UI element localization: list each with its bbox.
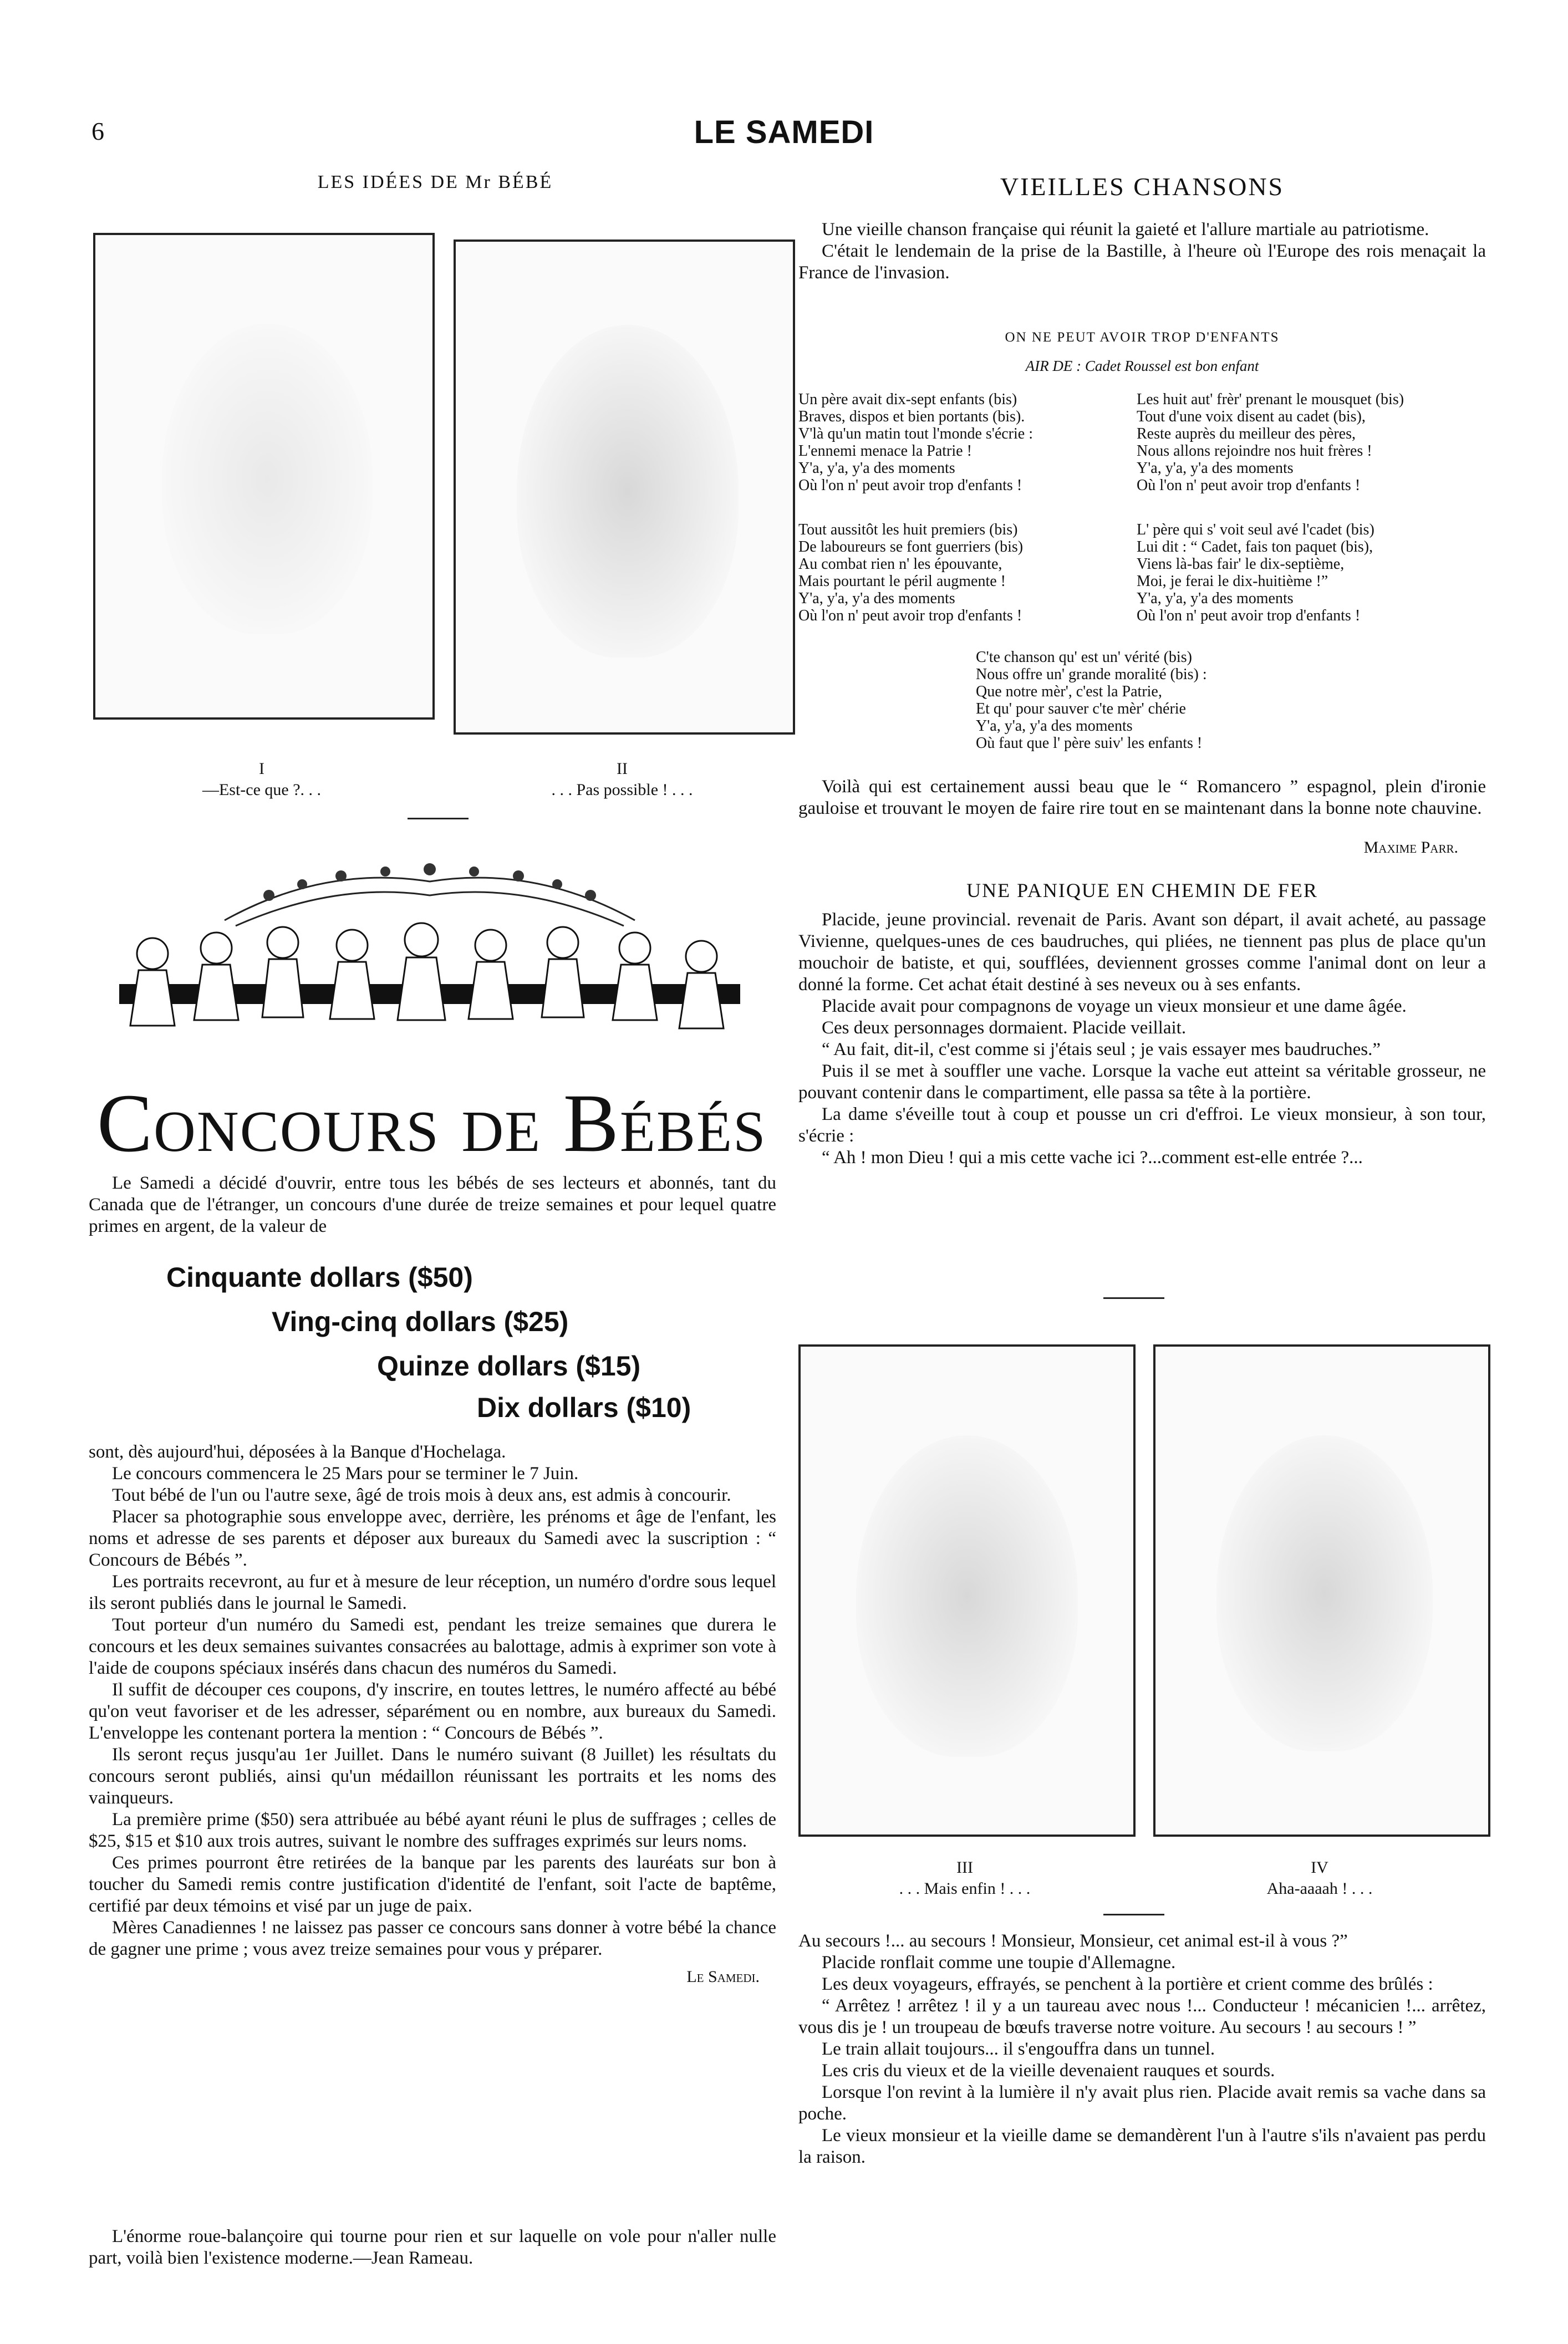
- verse-line: Y'a, y'a, y'a des moments: [798, 590, 955, 607]
- comic-panel-2: [454, 240, 795, 735]
- song-air: AIR DE : Cadet Roussel est bon enfant: [1025, 358, 1259, 374]
- panique-continuation: [798, 1930, 1486, 2168]
- panique-body: [798, 909, 1486, 1169]
- chansons-intro-1: Une vieille chanson française qui réunit la gaieté et l'allure martiale au patriotisme.: [822, 220, 1429, 240]
- panel-number: IV: [1311, 1858, 1328, 1877]
- divider: [1103, 1914, 1164, 1915]
- verse-line: Au combat rien n' les épouvante,: [798, 556, 1002, 573]
- chansons-title: VIEILLES CHANSONS: [1000, 172, 1285, 201]
- panel-caption: . . . Mais enfin ! . . .: [899, 1879, 1031, 1898]
- rule-paragraph: Tout bébé de l'un ou l'autre sexe, âgé de trois mois à deux ans, est admis à concourir.: [112, 1485, 731, 1505]
- rule-paragraph: Il suffit de découper ces coupons, d'y inscrire, en toutes lettres, le numéro affecté au bébé qu'on veut favoriser et de les adresser, séparément ou en nombre, aux bureaux du Samedi. L'enveloppe les contenant portera la mention : “ Concours de Bébés ”.: [89, 1680, 776, 1743]
- panel-caption: —Est-ce que ?. . .: [202, 781, 322, 799]
- panique-paragraph: Puis il se met à souffler une vache. Lorsque la vache eut atteint sa véritable grosseur, ne pouvant contenir dans le compartiment, elle passa sa tête à la portière.: [798, 1061, 1486, 1103]
- concours-signature: Le Samedi.: [686, 1968, 760, 1986]
- panel-caption: . . . Pas possible ! . . .: [551, 781, 693, 799]
- chansons-signature: Maxime Parr.: [1363, 838, 1458, 857]
- comic-title: LES IDÉES DE Mr BÉBÉ: [317, 172, 553, 192]
- chansons-outro: [798, 776, 1486, 819]
- panique-paragraph: Placide ronflait comme une toupie d'Allemagne.: [822, 1953, 1176, 1973]
- panique-paragraph: Ces deux personnages dormaient. Placide veillait.: [822, 1018, 1187, 1038]
- baby-portrait: [856, 1435, 1078, 1757]
- verse-line: Nous offre un' grande moralité (bis) :: [976, 666, 1207, 683]
- verse-line: Nous allons rejoindre nos huit frères !: [1137, 442, 1372, 460]
- verse-line: Reste auprès du meilleur des pères,: [1137, 425, 1356, 442]
- chansons-outro-text: Voilà qui est certainement aussi beau que le “ Romancero ” espagnol, plein d'ironie gauloise et trouvant le moyen de faire rire tout en se maintenant dans la bonne note chauvine.: [798, 777, 1486, 818]
- rule-paragraph: Mères Canadiennes ! ne laissez pas passer ce concours sans donner à votre bébé la chance de gagner une prime ; vous avez treize semaines pour vous y préparer.: [89, 1918, 776, 1959]
- verse-line: Tout d'une voix disent au cadet (bis),: [1137, 408, 1366, 425]
- verse-line: Tout aussitôt les huit premiers (bis): [798, 521, 1018, 538]
- panique-title: UNE PANIQUE EN CHEMIN DE FER: [966, 879, 1318, 901]
- panique-paragraph: Lorsque l'on revint à la lumière il n'y avait plus rien. Placide avait remis sa vache dans sa poche.: [798, 2082, 1486, 2124]
- rule-paragraph: Les portraits recevront, au fur et à mesure de leur réception, un numéro d'ordre sous lequel ils seront publiés dans le journal le Samedi.: [89, 1572, 776, 1613]
- concours-title: Concours de Bébés: [97, 1077, 767, 1169]
- verse-line: Lui dit : “ Cadet, fais ton paquet (bis),: [1137, 538, 1373, 556]
- panique-paragraph: Au secours !... au secours ! Monsieur, Monsieur, cet animal est-il à vous ?”: [798, 1931, 1348, 1951]
- comic-panel-3: [798, 1344, 1136, 1837]
- verse-line: L'ennemi menace la Patrie !: [798, 442, 972, 460]
- panique-paragraph: Le train allait toujours... il s'engouffra dans un tunnel.: [822, 2039, 1215, 2059]
- verse-line: Y'a, y'a, y'a des moments: [798, 460, 955, 477]
- panique-paragraph: Les deux voyageurs, effrayés, se penchent à la portière et crient comme des brûlés :: [822, 1974, 1433, 1994]
- verse-line: Où faut que l' père suiv' les enfants !: [976, 735, 1203, 752]
- verse-line: Y'a, y'a, y'a des moments: [1137, 590, 1294, 607]
- rule-paragraph: Placer sa photographie sous enveloppe avec, derrière, les prénoms et âge de l'enfant, les noms et adresse de ses parents et déposer aux bureaux du Samedi avec la suscription : “ Concours de Bébés ”.: [89, 1507, 776, 1570]
- stanza-2: [1137, 391, 1486, 494]
- verse-line: L' père qui s' voit seul avé l'cadet (bis): [1137, 521, 1374, 538]
- rule-paragraph: La première prime ($50) sera attribuée au bébé ayant réuni le plus de suffrages ; celles de $25, $15 et $10 aux trois autres, suivant le nombre des suffrages exprimés sur leurs noms.: [89, 1810, 776, 1851]
- prize-third: Quinze dollars ($15): [377, 1351, 641, 1382]
- verse-line: Mais pourtant le péril augmente !: [798, 573, 1006, 590]
- panique-paragraph: “ Ah ! mon Dieu ! qui a mis cette vache ici ?...comment est-elle entrée ?...: [822, 1148, 1363, 1168]
- stanza-3: [798, 521, 1131, 624]
- divider: [408, 818, 469, 819]
- rule-paragraph: Ces primes pourront être retirées de la banque par les parents des lauréats sur bon à toucher du Samedi remis contre justification d'identité de l'enfant, soit l'acte de baptême, certifié par deux témoins et visé par un juge de paix.: [89, 1853, 776, 1916]
- rameau-quote: [89, 2226, 776, 2269]
- masthead: LE SAMEDI: [694, 114, 874, 150]
- song-title: ON NE PEUT AVOIR TROP D'ENFANTS: [1005, 330, 1280, 345]
- verse-line: C'te chanson qu' est un' vérité (bis): [976, 649, 1192, 666]
- panique-paragraph: “ Arrêtez ! arrêtez ! il y a un taureau avec nous !... Conducteur ! mécanicien !... arrêtez, vous dis je ! un troupeau de bœufs traverse notre voiture. Au secours ! au secours ! ”: [798, 1996, 1486, 2037]
- comic-panel-1: [93, 233, 435, 720]
- verse-line: Où l'on n' peut avoir trop d'enfants !: [1137, 477, 1361, 494]
- panel-number: I: [259, 760, 264, 778]
- concours-intro: [89, 1173, 776, 1237]
- verse-line: Y'a, y'a, y'a des moments: [1137, 460, 1294, 477]
- verse-line: Un père avait dix-sept enfants (bis): [798, 391, 1017, 408]
- prize-second: Ving-cinq dollars ($25): [272, 1306, 569, 1337]
- rule-paragraph: Tout porteur d'un numéro du Samedi est, pendant les treize semaines que durera le concours et les deux semaines suivantes consacrées au balottage, admis à exprimer son vote à l'aide de coupons spéciaux insérés dans chacun des numéros du Samedi.: [89, 1615, 776, 1678]
- verse-line: Où l'on n' peut avoir trop d'enfants !: [798, 607, 1022, 624]
- verse-line: Y'a, y'a, y'a des moments: [976, 717, 1133, 735]
- page-number: 6: [91, 117, 104, 145]
- prize-fourth: Dix dollars ($10): [477, 1392, 691, 1423]
- panique-paragraph: Placide avait pour compagnons de voyage un vieux monsieur et une dame âgée.: [822, 996, 1407, 1016]
- verse-line: De laboureurs se font guerriers (bis): [798, 538, 1024, 556]
- panique-paragraph: Le vieux monsieur et la vieille dame se demandèrent l'un à l'autre s'ils n'avaient pas perdu la raison.: [798, 2126, 1486, 2167]
- baby-portrait: [1216, 1435, 1433, 1751]
- verse-line: Braves, dispos et bien portants (bis).: [798, 408, 1025, 425]
- verse-line: V'là qu'un matin tout l'monde s'écrie :: [798, 425, 1033, 442]
- verse-line: Les huit aut' frèr' prenant le mousquet (bis): [1137, 391, 1404, 408]
- verse-line: Viens là-bas fair' le dix-septième,: [1137, 556, 1345, 573]
- panique-paragraph: La dame s'éveille tout à coup et pousse un cri d'effroi. Le vieux monsieur, à son tour, s'écrie :: [798, 1104, 1486, 1146]
- panique-paragraph: “ Au fait, dit-il, c'est comme si j'étais seul ; je vais essayer mes baudruches.”: [822, 1039, 1381, 1059]
- panel-number: III: [956, 1858, 973, 1877]
- comic-panel-4: [1153, 1344, 1490, 1837]
- stanza-final: [976, 649, 1364, 752]
- divider: [1103, 1297, 1164, 1299]
- concours-rules: [89, 1441, 776, 1988]
- stanza-4: [1137, 521, 1486, 624]
- verse-line: Et qu' pour sauver c'te mèr' chérie: [976, 700, 1186, 717]
- verse-line: Moi, je ferai le dix-huitième !”: [1137, 573, 1328, 590]
- baby-portrait: [162, 324, 373, 634]
- rule-paragraph: sont, dès aujourd'hui, déposées à la Banque d'Hochelaga.: [89, 1442, 506, 1462]
- dancing-children-illustration: [103, 843, 757, 1053]
- panique-paragraph: Placide, jeune provincial. revenait de Paris. Avant son départ, il avait acheté, au passage Vivienne, quelques-unes de ces baudruches, qui pliées, ne tiennent pas plus de place qu'un mouchoir de batiste, et qui, soufflées, deviennent grosses comme l'animal dont on leur a donné la forme. Cet achat était destiné à ses neveux ou à ses enfants.: [798, 910, 1486, 995]
- rule-paragraph: Le concours commencera le 25 Mars pour se terminer le 7 Juin.: [112, 1464, 579, 1484]
- rule-paragraph: Ils seront reçus jusqu'au 1er Juillet. Dans le numéro suivant (8 Juillet) les résultats du concours seront publiés, ainsi qu'un médaillon réunissant les portraits et les noms des vainqueurs.: [89, 1745, 776, 1808]
- panique-paragraph: Les cris du vieux et de la vieille devenaient rauques et sourds.: [822, 2061, 1275, 2081]
- prize-first: Cinquante dollars ($50): [166, 1262, 473, 1293]
- stanza-1: [798, 391, 1131, 494]
- chansons-intro: [798, 219, 1486, 284]
- verse-line: Que notre mèr', c'est la Patrie,: [976, 683, 1162, 700]
- concours-intro-text: Le Samedi a décidé d'ouvrir, entre tous les bébés de ses lecteurs et abonnés, tant du Canada que de l'étranger, un concours d'une durée de treize semaines et pour lequel quatre primes en argent, de la valeur de: [89, 1173, 776, 1236]
- rameau-text: L'énorme roue-balançoire qui tourne pour rien et sur laquelle on vole pour n'aller nulle part, voilà bien l'existence moderne.—Jean Rameau.: [89, 2226, 776, 2268]
- panel-caption: Aha-aaaah ! . . .: [1266, 1879, 1373, 1898]
- verse-line: Où l'on n' peut avoir trop d'enfants !: [1137, 607, 1361, 624]
- baby-portrait: [517, 325, 739, 658]
- panel-number: II: [617, 760, 628, 778]
- chansons-intro-2: C'était le lendemain de la prise de la Bastille, à l'heure où l'Europe des rois menaçait la France de l'invasion.: [798, 241, 1486, 283]
- verse-line: Où l'on n' peut avoir trop d'enfants !: [798, 477, 1022, 494]
